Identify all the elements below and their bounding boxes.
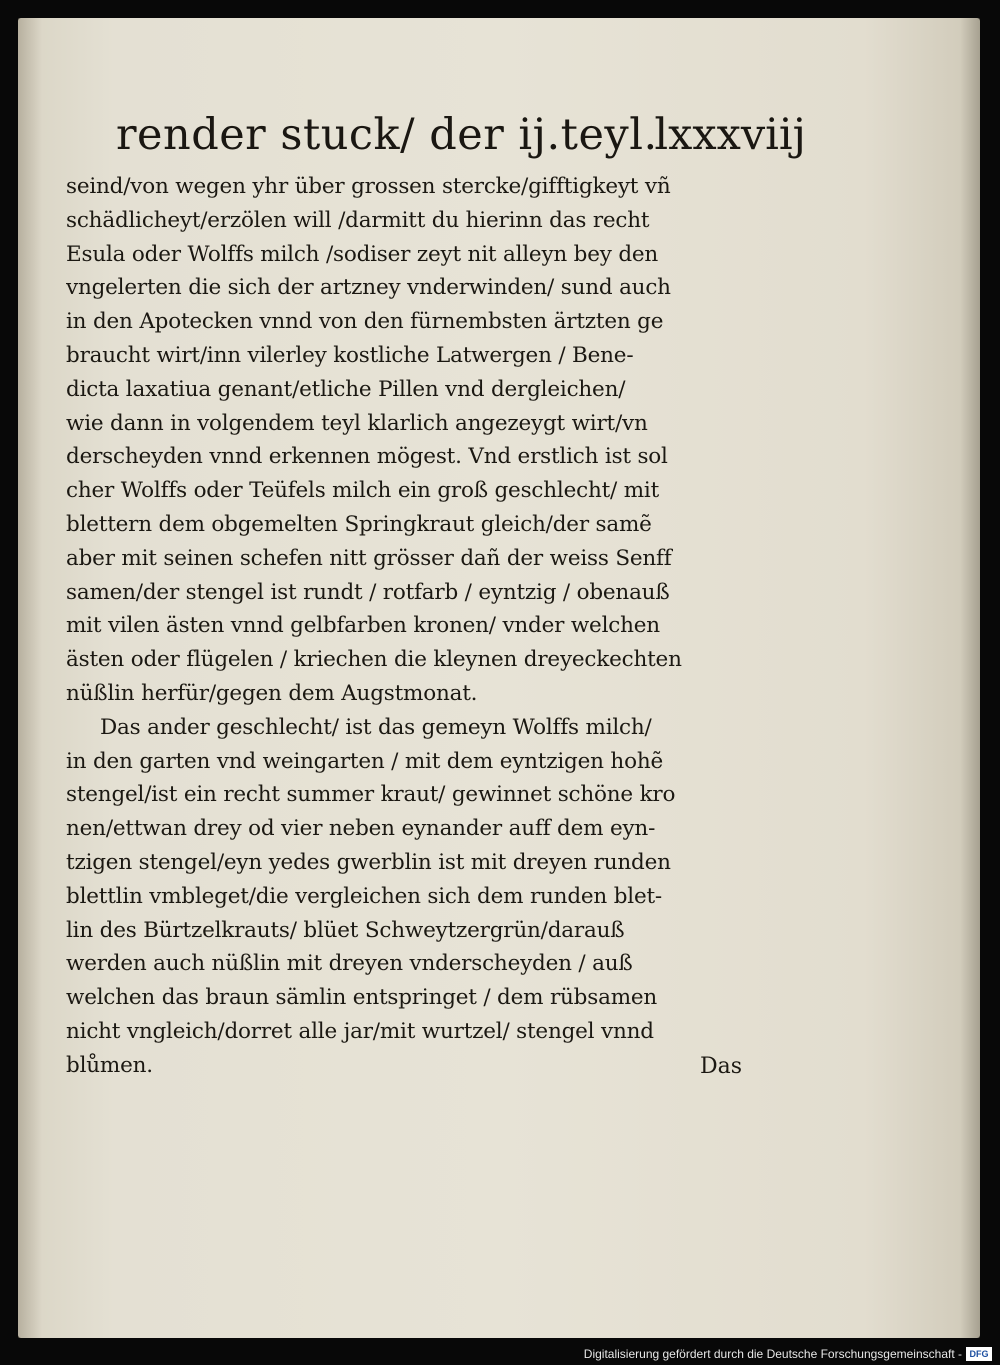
text-line: cher Wolffs oder Teüfels milch ein groß geschlecht/ mit [66,478,660,504]
text-line: werden auch nüßlin mit dreyen vnderscheyden / auß [66,951,633,977]
footer-bar [0,1339,1000,1365]
text-line: stengel/ist ein recht summer kraut/ gewinnet schöne kro [66,782,676,808]
text-line: tzigen stengel/eyn yedes gwerblin ist mit dreyen runden [66,849,671,875]
text-line: lin des Bürtzelkrauts/ blüet Schweytzergrün/darauß [66,917,625,943]
folio-number: lxxxviij [654,110,806,160]
book-page [18,18,980,1338]
page-edge-shadow [960,18,980,1338]
text-line: welchen das braun sämlin entspringet / dem rübsamen [66,985,658,1011]
text-line: in den garten vnd weingarten / mit dem eyntzigen hohẽ [66,748,663,774]
text-line: wie dann in volgendem teyl klarlich angezeygt wirt/vn [66,410,648,436]
text-line: schädlicheyt/erzölen will /darmitt du hierinn das recht [66,207,650,233]
text-line: blettlin vmbleget/die vergleichen sich dem runden blet- [66,883,662,909]
funding-notice: Digitalisierung gefördert durch die Deutsche Forschungsgemeinschaft - [583,1347,962,1361]
text-line: derscheyden vnnd erkennen mögest. Vnd erstlich ist sol [66,444,668,470]
page-gutter-shadow [18,18,42,1338]
body-text [66,170,786,1083]
running-head [116,100,806,170]
dfg-logo: DFG [966,1347,992,1361]
text-line: aber mit seinen schefen nitt grösser dañ der weiss Senff [66,545,672,571]
running-title: render stuck/ der ij.teyl. [116,110,658,160]
text-line: Das ander geschlecht/ ist das gemeyn Wolffs milch/ [100,714,652,740]
text-line: mit vilen ästen vnnd gelbfarben kronen/ vnder welchen [66,613,660,639]
text-line: Esula oder Wolffs milch /sodiser zeyt nit alleyn bey den [66,241,659,267]
text-line: in den Apotecken vnnd von den fürnembsten ärtzten ge [66,309,664,335]
text-line: seind/von wegen yhr über grossen stercke/gifftigkeyt vñ [66,174,671,199]
text-line: vngelerten die sich der artzney vnderwinden/ sund auch [66,275,671,301]
text-line: braucht wirt/inn vilerley kostliche Latwergen / Bene- [66,342,634,368]
catchword: Das [700,1054,743,1079]
text-line: ästen oder flügelen / kriechen die kleynen dreyeckechten [66,647,682,673]
text-line: blettern dem obgemelten Springkraut gleich/der samẽ [66,511,652,537]
text-line: blůmen. [66,1052,153,1078]
text-line: samen/der stengel ist rundt / rotfarb / eyntzig / obenauß [66,579,670,605]
text-line: nicht vngleich/dorret alle jar/mit wurtzel/ stengel vnnd [66,1018,654,1044]
text-line: dicta laxatiua genant/etliche Pillen vnd dergleichen/ [66,376,626,402]
text-line: nüßlin herfür/gegen dem Augstmonat. [66,680,478,706]
text-line: nen/ettwan drey od vier neben eynander auff dem eyn- [66,816,656,842]
